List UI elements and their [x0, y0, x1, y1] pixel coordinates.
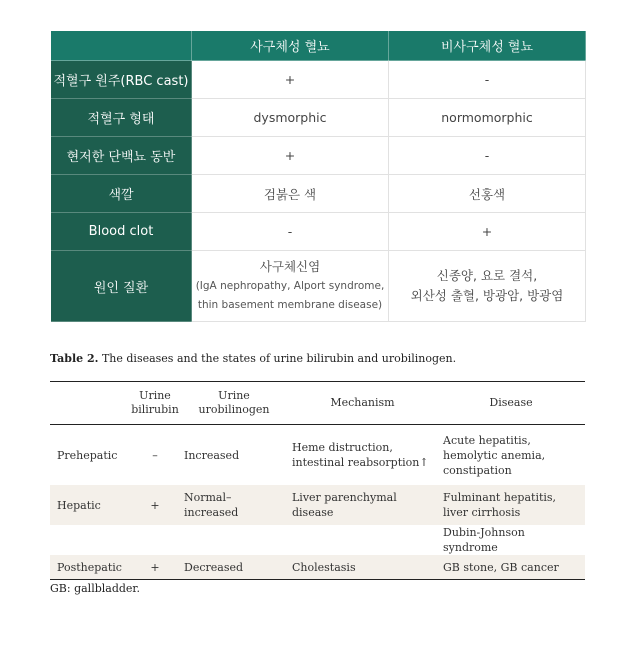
table1-row — [51, 175, 586, 213]
mechanism-value — [288, 425, 437, 486]
table1-cell-nonglomerular: + — [389, 213, 586, 251]
hematuria-comparison-table — [50, 30, 586, 322]
table1-cell-glomerular — [192, 251, 389, 322]
table1-row — [51, 213, 586, 251]
table1-row — [51, 99, 586, 137]
header-line: Urine — [139, 389, 171, 402]
bilirubin-value: + — [130, 555, 180, 580]
table1-cell-glomerular: 검붉은 색 — [192, 175, 389, 213]
table1-cell-nonglomerular: - — [389, 137, 586, 175]
footnote: GB: gallbladder. — [50, 582, 140, 595]
cause-line: 사구체신염 — [259, 259, 321, 274]
table1-row-label: 적혈구 원주(RBC cast) — [51, 61, 192, 99]
table1-header-nonglomerular: 비사구체성 혈뇨 — [389, 31, 586, 61]
bilirubin-value: + — [130, 485, 180, 525]
urobilinogen-value: Normal–increased — [180, 485, 288, 525]
caption-text: The diseases and the states of urine bilirubin and urobilinogen. — [101, 352, 457, 365]
disease-line: Acute hepatitis, — [443, 433, 531, 447]
table1-row-label: Blood clot — [51, 213, 192, 251]
header-line: bilirubin — [131, 403, 179, 416]
table1-row — [51, 61, 586, 99]
table2-row-posthepatic — [50, 555, 585, 580]
table1-cell-nonglomerular — [389, 251, 586, 322]
table1-row-label: 적혈구 형태 — [51, 99, 192, 137]
disease-line: Fulminant hepatitis, — [443, 491, 557, 504]
table2-row-hepatic — [50, 485, 585, 525]
bilirubin-value: – — [152, 448, 158, 462]
disease-line: constipation — [443, 463, 512, 477]
table1-row — [51, 137, 586, 175]
table2-row-dubin — [50, 525, 585, 555]
caption-prefix: Table 2. — [50, 352, 99, 365]
mechanism-line: intestinal reabsorption↑ — [292, 456, 429, 469]
urobilinogen-value: Decreased — [180, 555, 288, 580]
table1-row-label: 색깔 — [51, 175, 192, 213]
header-line: Urine — [218, 389, 250, 402]
table2-header-disease: Disease — [437, 382, 585, 425]
table1-row-label: 현저한 단백뇨 동반 — [51, 137, 192, 175]
disease-line: hemolytic anemia, — [443, 448, 546, 462]
cause-line: 외산성 출혈, 방광암, 방광염 — [410, 288, 564, 303]
table1-cell-nonglomerular: normomorphic — [389, 99, 586, 137]
table1-row — [51, 251, 586, 322]
row-label: Hepatic — [50, 485, 130, 525]
mechanism-value: Cholestasis — [288, 555, 437, 580]
table2-header-mechanism: Mechanism — [288, 382, 437, 425]
table1-cell-nonglomerular: - — [389, 61, 586, 99]
table1-cell-glomerular: - — [192, 213, 389, 251]
disease-value — [437, 485, 585, 525]
table2-caption — [50, 352, 456, 365]
cause-line: (IgA nephropathy, Alport syndrome, — [195, 280, 385, 292]
disease-value: GB stone, GB cancer — [437, 555, 585, 580]
table1-header-row — [51, 31, 586, 61]
table1-cell-nonglomerular: 선홍색 — [389, 175, 586, 213]
cause-line: thin basement membrane disease) — [197, 299, 383, 311]
row-label: Posthepatic — [50, 555, 130, 580]
table1-cell-glomerular: + — [192, 61, 389, 99]
mechanism-empty — [288, 525, 437, 555]
table1-header-empty — [51, 31, 192, 61]
table1-header-glomerular: 사구체성 혈뇨 — [192, 31, 389, 61]
row-label-empty — [50, 525, 130, 555]
table2-header-row — [50, 382, 585, 425]
mechanism-line: Heme distruction, — [292, 441, 393, 454]
disease-value — [437, 425, 585, 486]
table1-row-label: 원인 질환 — [51, 251, 192, 322]
row-label: Prehepatic — [57, 448, 118, 462]
mechanism-value: Liver parenchymal disease — [288, 485, 437, 525]
header-line: urobilinogen — [198, 403, 270, 416]
table2-header-bilirubin — [130, 382, 180, 425]
table1-cell-glomerular: + — [192, 137, 389, 175]
disease-line: liver cirrhosis — [443, 506, 521, 519]
disease-value: Dubin-Johnson syndrome — [443, 526, 525, 554]
cause-line: 신종양, 요로 결석, — [436, 268, 538, 283]
table2-row-prehepatic — [50, 425, 585, 486]
table1-cell-glomerular: dysmorphic — [192, 99, 389, 137]
urobilinogen-empty — [180, 525, 288, 555]
table2-header-urobilinogen — [180, 382, 288, 425]
urobilinogen-value: Increased — [184, 448, 240, 462]
table2-header-empty — [50, 382, 130, 425]
bilirubin-empty — [130, 525, 180, 555]
bilirubin-table — [50, 381, 585, 580]
